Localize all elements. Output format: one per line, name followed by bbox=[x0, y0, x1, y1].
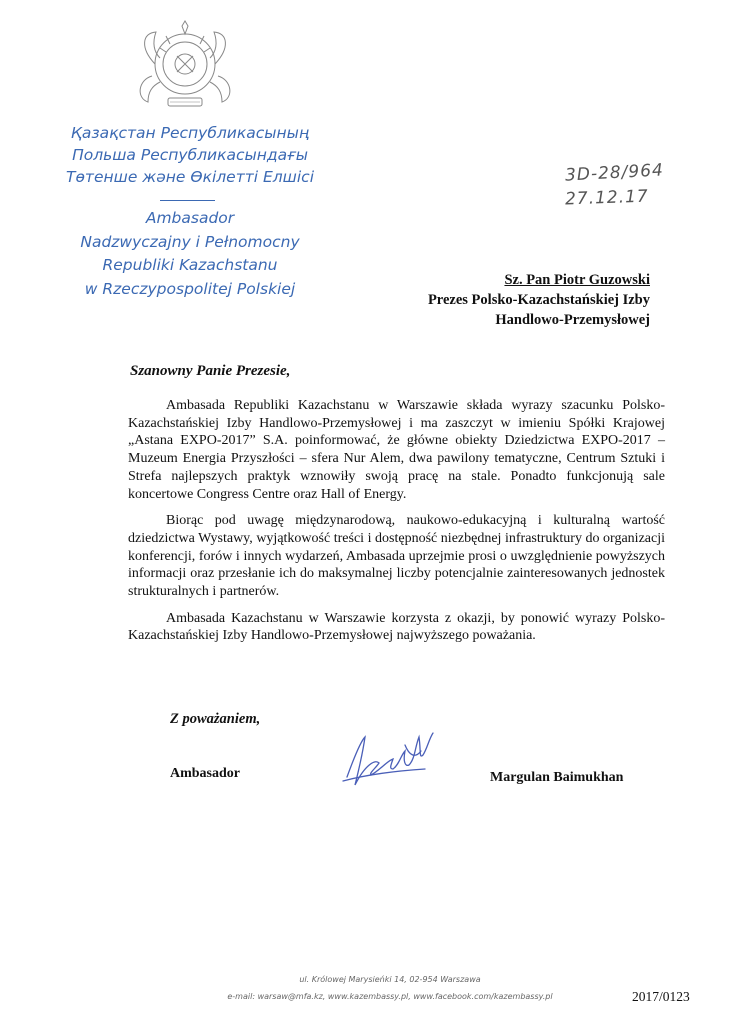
signature-icon bbox=[335, 725, 445, 795]
handwritten-ref-number: 3D-28/964 bbox=[564, 160, 665, 186]
body-paragraph: Ambasada Kazachstanu w Warszawie korzysta z okazji, by ponowić wyrazy Polsko-Kazachstańskiej Izby Handlowo-Przemysłowej najwyższego poważania. bbox=[128, 610, 665, 644]
state-emblem-icon bbox=[130, 18, 240, 118]
footer-contact: e-mail: warsaw@mfa.kz, www.kazembassy.pl, www.facebook.com/kazembassy.pl bbox=[227, 992, 553, 1001]
signer-title: Ambasador bbox=[170, 766, 241, 781]
polish-line: Ambasador bbox=[145, 209, 235, 227]
signer-name: Margulan Baimukhan bbox=[490, 770, 624, 785]
recipient-organization: Handlowo-Przemysłowej bbox=[495, 312, 650, 328]
polish-line: w Rzeczypospolitej Polskiej bbox=[84, 279, 296, 298]
header-divider bbox=[160, 200, 215, 201]
footer-address: ul. Królowej Marysieńki 14, 02-954 Warszawa bbox=[299, 975, 481, 984]
recipient-title: Prezes Polsko-Kazachstańskiej Izby bbox=[427, 292, 650, 308]
recipient-block bbox=[400, 270, 650, 330]
kazakh-line: Төтенше және Өкілетті Елшісі bbox=[65, 168, 314, 186]
handwritten-date: 27.12.17 bbox=[564, 186, 650, 210]
salutation: Szanowny Panie Prezesie, bbox=[130, 363, 291, 379]
closing-regards: Z poważaniem, bbox=[170, 711, 261, 727]
body-paragraph: Ambasada Republiki Kazachstanu w Warszawie składa wyrazy szacunku Polsko-Kazachstańskiej Izby Handlowo-Przemysłowej i ma zaszczyt w imieniu Spółki Krajowej „Astana EXPO-2017” S.A. poinformować, że główne obiekty Dziedzictwa EXPO-2017 – Muzeum Energia Przyszłości – sfera Nur Alem, dwa pawilony tematyczne, Centrum Sztuki i Strefa najlepszych praktyk wznowiły swoją pracę na stale. Ponadto funkcjonują sale koncertowe Congress Centre oraz Hall of Energy. bbox=[128, 398, 665, 502]
kazakh-line: Польша Республикасындағы bbox=[72, 146, 308, 164]
recipient-name: Sz. Pan Piotr Guzowski bbox=[504, 272, 650, 288]
body-paragraph: Biorąc pod uwagę międzynarodową, naukowo-edukacyjną i kulturalną wartość dziedzictwa Wystawy, wyjątkowość treści i dostępność niezbędnej infrastruktury do organizacji konferencji, forów i innych wydarzeń, Ambasada uprzejmie prosi o uwzględnienie powyższych informacji oraz przesłanie ich do maksymalnej liczby potencjalnie zainteresowanych jednostek strukturalnych i partnerów. bbox=[128, 513, 665, 600]
document-number: 2017/0123 bbox=[632, 989, 690, 1004]
polish-header bbox=[40, 207, 340, 301]
polish-line: Nadzwyczajny i Pełnomocny bbox=[80, 232, 300, 251]
polish-line: Republiki Kazachstanu bbox=[102, 256, 278, 274]
letter-body bbox=[128, 397, 665, 654]
kazakh-line: Қазақстан Республикасының bbox=[70, 124, 310, 142]
kazakh-header bbox=[40, 122, 340, 188]
